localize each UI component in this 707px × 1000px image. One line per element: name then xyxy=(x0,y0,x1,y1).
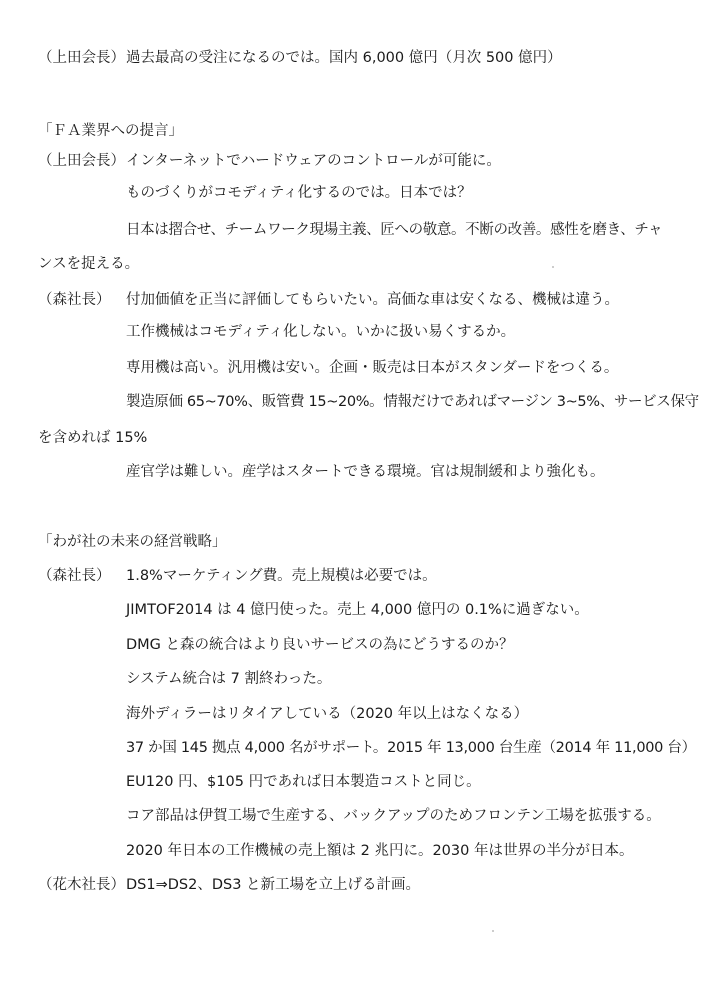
text-line: EU120 円、$105 円であれば日本製造コストと同じ。 xyxy=(126,774,481,790)
text-line: コア部品は伊賀工場で生産する、バックアップのためフロンテン工場を拡張する。 xyxy=(126,808,661,824)
text-line: ものづくりがコモディティ化するのでは。日本では？ xyxy=(126,185,472,201)
speaker-hanaki: （花木社長） xyxy=(38,877,125,893)
speaker-mori: （森社長） xyxy=(38,292,111,308)
text-line: DS1⇒DS2、DS3 と新工場を立上げる計画。 xyxy=(126,877,421,893)
text-line: DMG と森の統合はより良いサービスの為にどうするのか？ xyxy=(126,637,514,653)
text-line: 2020 年日本の工作機械の売上額は 2 兆円に。2030 年は世界の半分が日本。 xyxy=(126,843,634,859)
speaker-mori: （森社長） xyxy=(38,568,111,584)
text-line: 日本は摺合せ、チームワーク現場主義、匠への敬意。不断の改善。感性を磨き、チャ xyxy=(126,222,663,238)
speaker-ueda: （上田会長） xyxy=(38,153,125,169)
section-heading: 「ＦＡ業界への提言」 xyxy=(38,123,183,139)
speaker-ueda: （上田会長） xyxy=(38,50,125,66)
text-line: システム統合は 7 割終わった。 xyxy=(126,671,332,687)
section-heading: 「わが社の未来の経営戦略」 xyxy=(38,534,227,550)
scan-speck xyxy=(552,266,554,268)
text-line: JIMTOF2014 は 4 億円使った。売上 4,000 億円の 0.1%に過ぎない。 xyxy=(126,602,589,618)
text-line: 製造原価 65~70%、販管費 15~20%。情報だけであればマージン 3~5%、サービス保守 xyxy=(126,394,699,410)
scan-speck xyxy=(492,930,494,932)
text-line: 付加価値を正当に評価してもらいたい。高価な車は安くなる、機械は違う。 xyxy=(126,292,619,308)
text-line: を含めれば 15% xyxy=(38,430,148,446)
text-line: 海外ディラーはリタイアしている（2020 年以上はなくなる） xyxy=(126,706,529,722)
text-line: 専用機は高い。汎用機は安い。企画・販売は日本がスタンダードをつくる。 xyxy=(126,360,619,376)
text-line: 過去最高の受注になるのでは。国内 6,000 億円（月次 500 億円） xyxy=(126,50,562,66)
text-line: 産官学は難しい。産学はスタートできる環境。官は規制緩和より強化も。 xyxy=(126,464,605,480)
text-line: 37 か国 145 拠点 4,000 名がサポート。2015 年 13,000 台生産（2014 年 11,000 台） xyxy=(126,740,696,756)
text-line: インターネットでハードウェアのコントロールが可能に。 xyxy=(126,153,501,169)
text-line: 工作機械はコモディティ化しない。いかに扱い易くするか。 xyxy=(126,324,516,340)
text-line: 1.8%マーケティング費。売上規模は必要では。 xyxy=(126,568,437,584)
text-line: ンスを捉える。 xyxy=(38,256,140,272)
